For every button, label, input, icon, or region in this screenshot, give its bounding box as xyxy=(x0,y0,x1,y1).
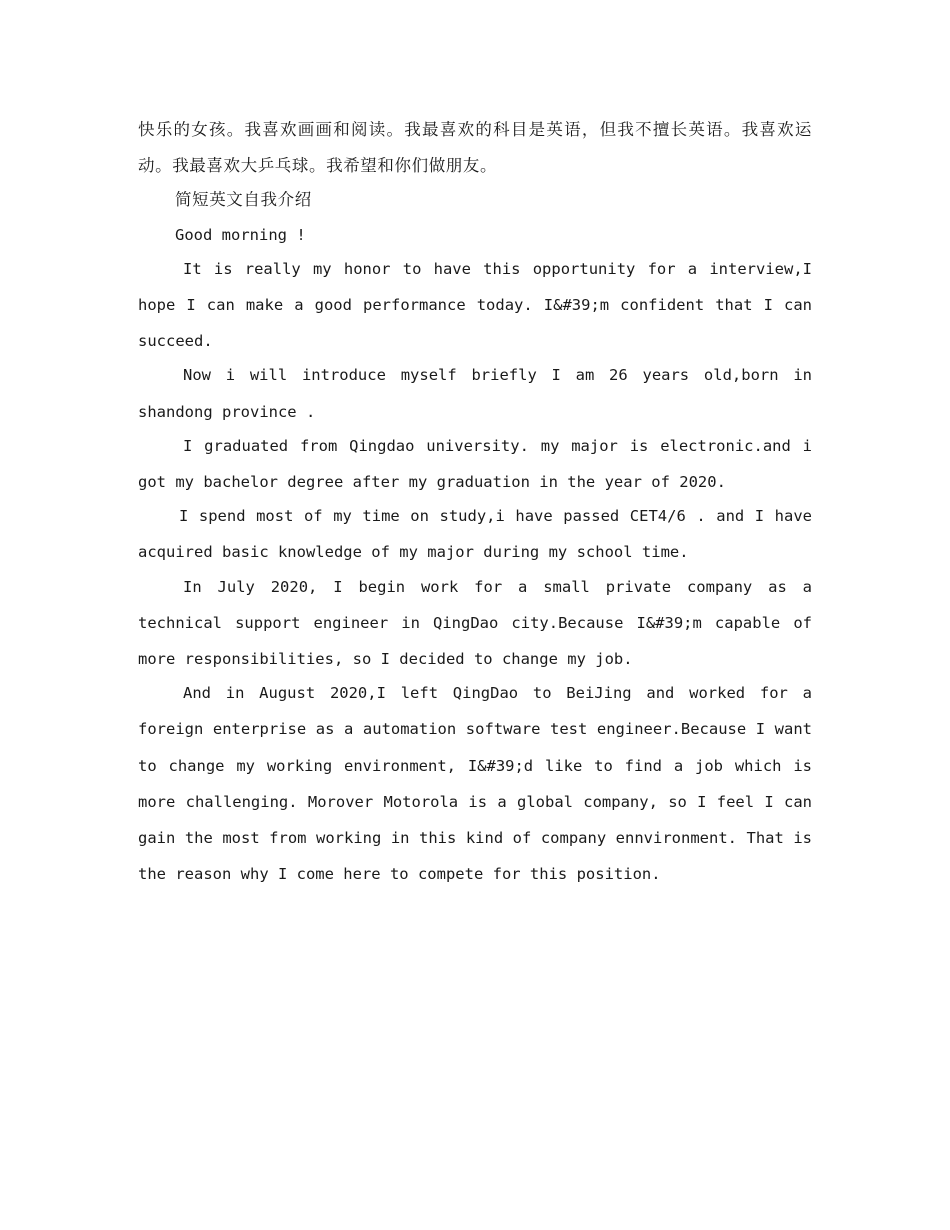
paragraph-honor: It is really my honor to have this opportunity for a interview,I hope I can make a good performance today. I&#39;m confident that I can succeed. xyxy=(138,259,812,351)
document-body xyxy=(138,112,812,892)
paragraph-second-job: And in August 2020,I left QingDao to BeiJing and worked for a foreign enterprise as a automation software test engineer.Because I want to change my working environment, I&#39;d like to find a job which is more challenging. Morover Motorola is a global company, so I feel I can gain the most from working in this kind of company ennvironment. That is the reason why I come here to compete for this position. xyxy=(138,684,812,884)
paragraph-first-job: In July 2020, I begin work for a small private company as a technical support engineer in QingDao city.Because I&#39;m capable of more responsibilities, so I decided to change my job. xyxy=(138,577,812,669)
paragraph-chinese-intro: 快乐的女孩。我喜欢画画和阅读。我最喜欢的科目是英语，但我不擅长英语。我喜欢运动。我最喜欢大乒乓球。我希望和你们做朋友。 xyxy=(138,120,812,176)
paragraph-greeting: Good morning ! xyxy=(175,225,306,244)
paragraph-education: I graduated from Qingdao university. my major is electronic.and i got my bachelor degree after my graduation in the year of 2020. xyxy=(138,436,812,492)
paragraph-study: I spend most of my time on study,i have passed CET4/6 . and I have acquired basic knowledge of my major during my school time. xyxy=(138,507,812,562)
paragraph-introduction: Now i will introduce myself briefly I am 26 years old,born in shandong province . xyxy=(138,366,812,421)
section-heading: 简短英文自我介绍 xyxy=(175,190,312,210)
